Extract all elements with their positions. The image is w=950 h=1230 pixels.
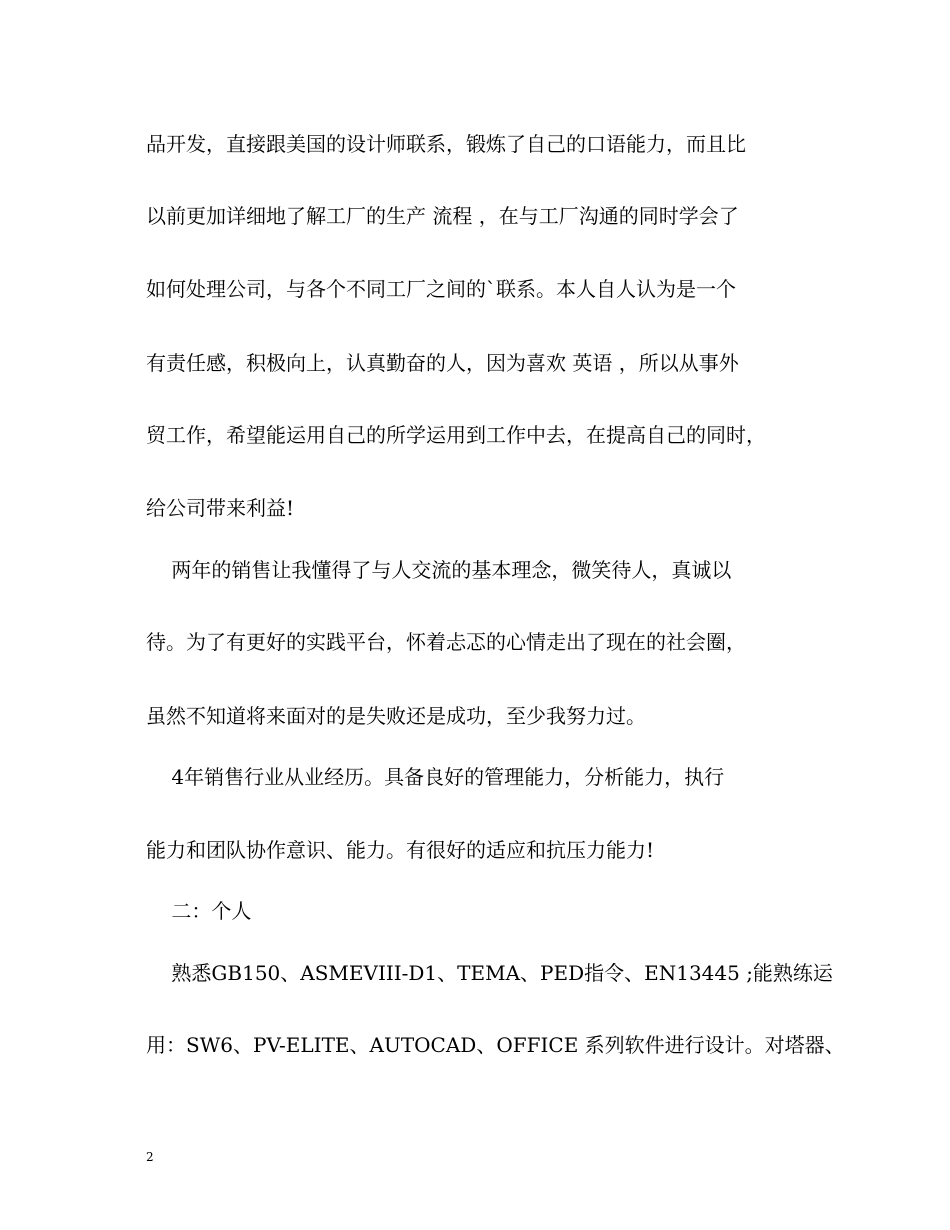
text-line-7: 两年的销售让我懂得了与人交流的基本理念，微笑待人，真诚以 bbox=[146, 558, 732, 582]
text-line-2: 以前更加详细地了解工厂的生产 流程 ，在与工厂沟通的同时学会了 bbox=[146, 204, 739, 228]
text-line-4: 有责任感，积极向上，认真勤奋的人，因为喜欢 英语 ，所以从事外 bbox=[146, 351, 739, 375]
text-line-1: 品开发，直接跟美国的设计师联系，锻炼了自己的口语能力，而且比 bbox=[146, 132, 746, 156]
text-line-13: 熟悉GB150、ASMEVIII-D1、TEMA、PED指令、EN13445 ;能熟练运 bbox=[146, 961, 833, 985]
page-number: 2 bbox=[146, 1150, 154, 1164]
text-line-3: 如何处理公司，与各个不同工厂之间的`联系。本人自人认为是一个 bbox=[146, 277, 736, 301]
text-line-5: 贸工作，希望能运用自己的所学运用到工作中去，在提高自己的同时， bbox=[146, 423, 766, 447]
text-line-12: 二：个人 bbox=[146, 899, 252, 923]
text-line-11: 能力和团队协作意识、能力。有很好的适应和抗压力能力! bbox=[146, 838, 655, 862]
text-line-14: 用：SW6、PV-ELITE、AUTOCAD、OFFICE 系列软件进行设计。对塔器、 bbox=[146, 1033, 845, 1057]
text-line-9: 虽然不知道将来面对的是失败还是成功，至少我努力过。 bbox=[146, 704, 646, 728]
text-line-6: 给公司带来利益! bbox=[146, 496, 295, 520]
text-line-10: 4年销售行业从业经历。具备良好的管理能力，分析能力，执行 bbox=[146, 765, 725, 789]
text-line-8: 待。为了有更好的实践平台，怀着忐忑的心情走出了现在的社会圈， bbox=[146, 630, 746, 654]
